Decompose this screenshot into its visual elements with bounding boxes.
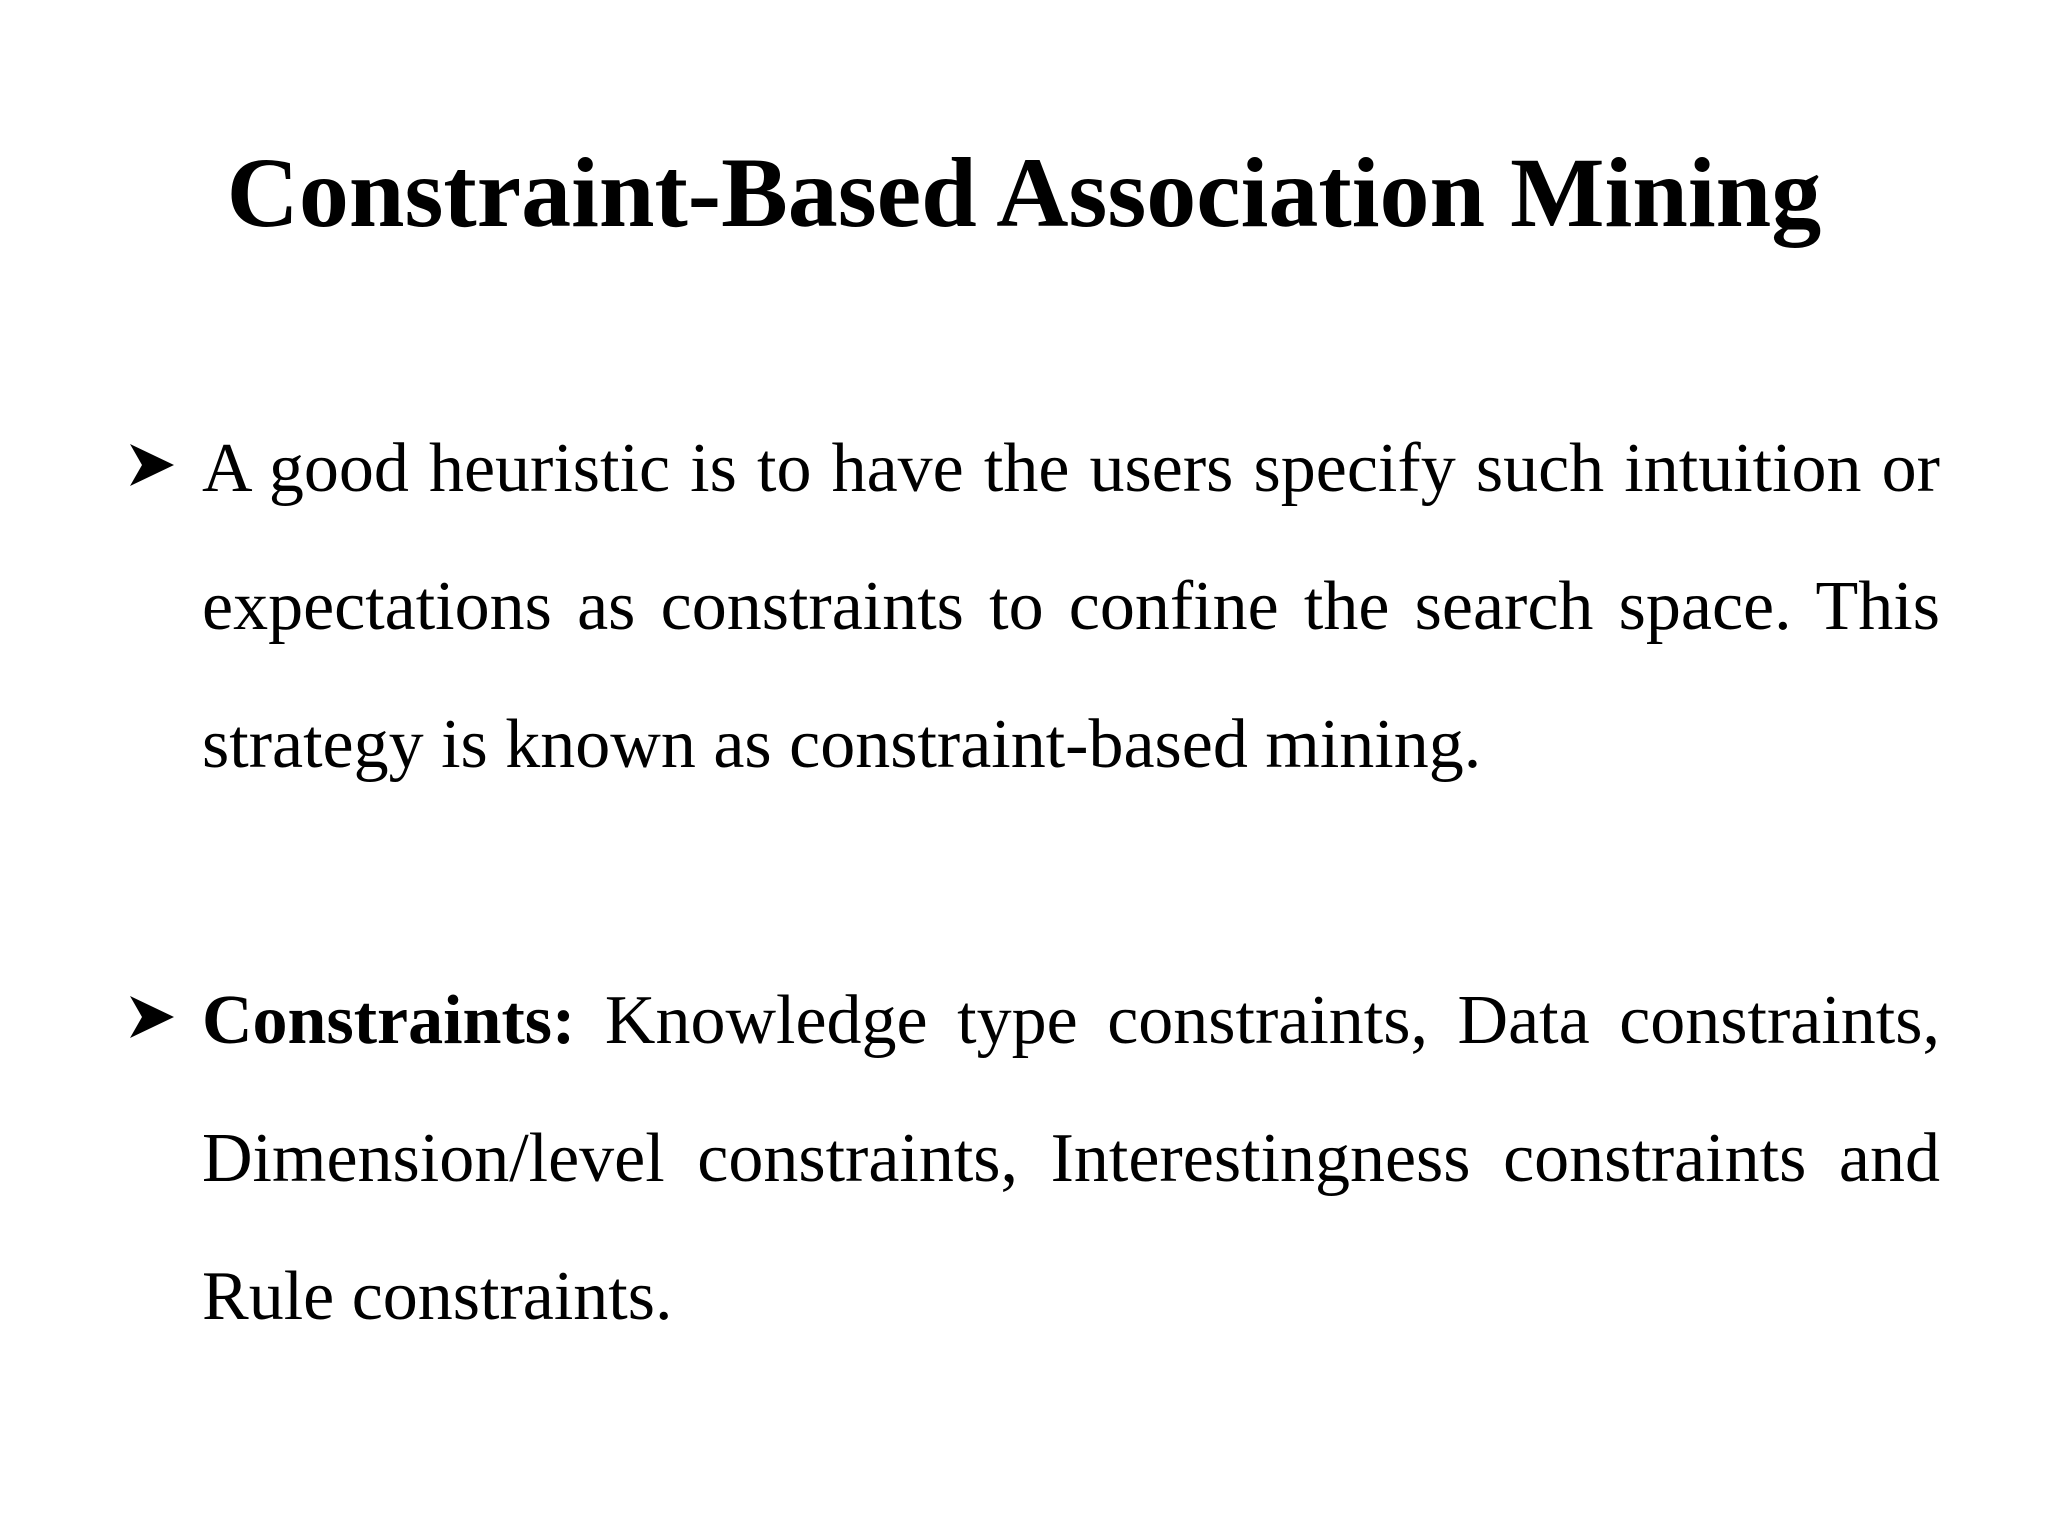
bullet-text-constraints: Knowledge type constraints, Data constraints, Dimension/level constraints, Interestingness constraints and Rule constraints.: [202, 982, 1940, 1335]
bullet-text-heuristic: A good heuristic is to have the users specify such intuition or expectations as constraints to confine the search space. This strategy is known as constraint-based mining.: [202, 430, 1940, 783]
arrow-bullet-icon: [128, 442, 176, 488]
slide-title: Constraint-Based Association Mining: [226, 137, 1822, 248]
bullet-item-constraints: [128, 952, 1940, 1366]
arrow-bullet-icon: [128, 994, 176, 1040]
bullet-lead-in-constraints: Constraints:: [202, 982, 576, 1059]
bullet-item-heuristic: [128, 400, 1940, 814]
